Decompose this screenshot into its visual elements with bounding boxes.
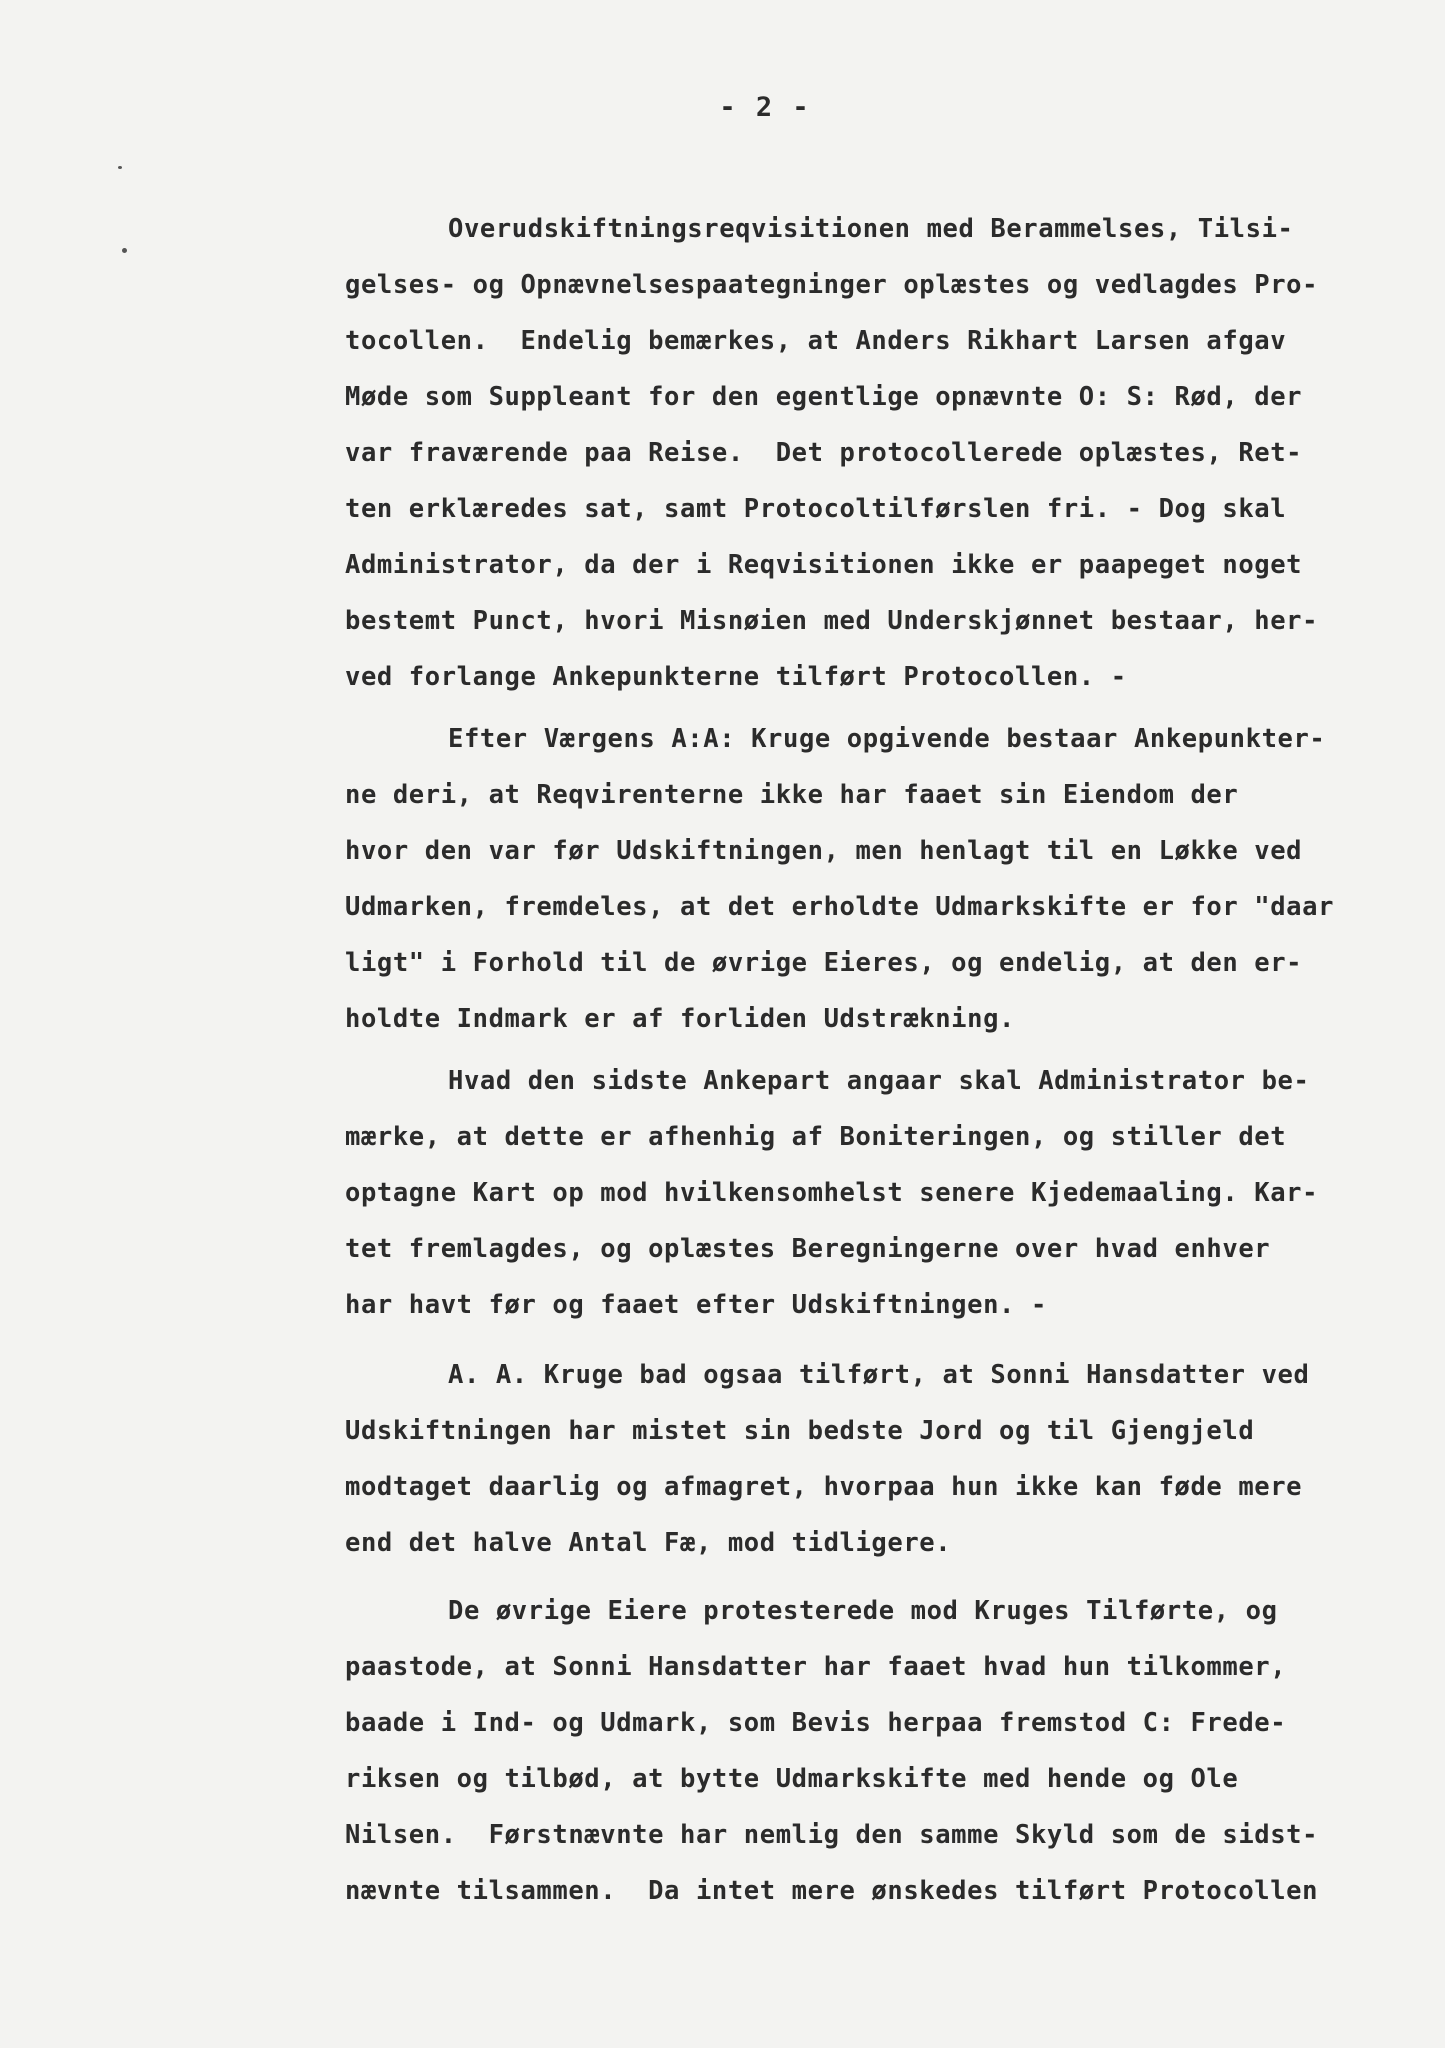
text-line: var fraværende paa Reise. Det protocollerede oplæstes, Ret- xyxy=(345,438,1303,468)
text-line: riksen og tilbød, at bytte Udmarkskifte med hende og Ole xyxy=(345,1764,1239,1794)
text-line: baade i Ind- og Udmark, som Bevis herpaa fremstod C: Frede- xyxy=(345,1708,1287,1738)
text-line: optagne Kart op mod hvilkensomhelst senere Kjedemaaling. Kar- xyxy=(345,1178,1319,1208)
text-line: ved forlange Ankepunkterne tilført Protocollen. - xyxy=(345,662,1127,692)
text-line: end det halve Antal Fæ, mod tidligere. xyxy=(345,1528,952,1558)
text-line: ligt" i Forhold til de øvrige Eieres, og endelig, at den er- xyxy=(345,948,1303,978)
text-line: A. A. Kruge bad ogsaa tilført, at Sonni Hansdatter ved xyxy=(448,1360,1310,1390)
text-line: Efter Værgens A:A: Kruge opgivende bestaar Ankepunkter- xyxy=(448,724,1326,754)
text-line: Udskiftningen har mistet sin bedste Jord og til Gjengjeld xyxy=(345,1416,1255,1446)
text-line: holdte Indmark er af forliden Udstrækning. xyxy=(345,1004,1015,1034)
text-line: Møde som Suppleant for den egentlige opnævnte O: S: Rød, der xyxy=(345,382,1303,412)
text-line: mærke, at dette er afhenhig af Boniteringen, og stiller det xyxy=(345,1122,1287,1152)
text-line: hvor den var før Udskiftningen, men henlagt til en Løkke ved xyxy=(345,836,1303,866)
text-line: tet fremlagdes, og oplæstes Beregningerne over hvad enhver xyxy=(345,1234,1271,1264)
margin-mark xyxy=(122,248,127,253)
text-line: De øvrige Eiere protesterede mod Kruges Tilførte, og xyxy=(448,1596,1278,1626)
text-line: ne deri, at Reqvirenterne ikke har faaet sin Eiendom der xyxy=(345,780,1239,810)
text-line: Hvad den sidste Ankepart angaar skal Administrator be- xyxy=(448,1066,1310,1096)
text-line: modtaget daarlig og afmagret, hvorpaa hun ikke kan føde mere xyxy=(345,1472,1303,1502)
text-line: ten erklæredes sat, samt Protocoltilførslen fri. - Dog skal xyxy=(345,494,1287,524)
text-line: nævnte tilsammen. Da intet mere ønskedes tilført Protocollen xyxy=(345,1876,1319,1906)
page-number: - 2 - xyxy=(719,92,811,123)
text-line: gelses- og Opnævnelsespaategninger oplæstes og vedlagdes Pro- xyxy=(345,270,1319,300)
text-line: Administrator, da der i Reqvisitionen ikke er paapeget noget xyxy=(345,550,1303,580)
text-line: Nilsen. Førstnævnte har nemlig den samme Skyld som de sidst- xyxy=(345,1820,1319,1850)
text-line: paastode, at Sonni Hansdatter har faaet hvad hun tilkommer, xyxy=(345,1652,1287,1682)
text-line: Overudskiftningsreqvisitionen med Berammelses, Tilsi- xyxy=(448,214,1294,244)
text-line: Udmarken, fremdeles, at det erholdte Udmarkskifte er for "daar xyxy=(345,892,1335,922)
text-line: har havt før og faaet efter Udskiftningen. - xyxy=(345,1290,1047,1320)
margin-mark xyxy=(118,166,122,169)
text-line: bestemt Punct, hvori Misnøien med Underskjønnet bestaar, her- xyxy=(345,606,1319,636)
text-line: tocollen. Endelig bemærkes, at Anders Rikhart Larsen afgav xyxy=(345,326,1287,356)
